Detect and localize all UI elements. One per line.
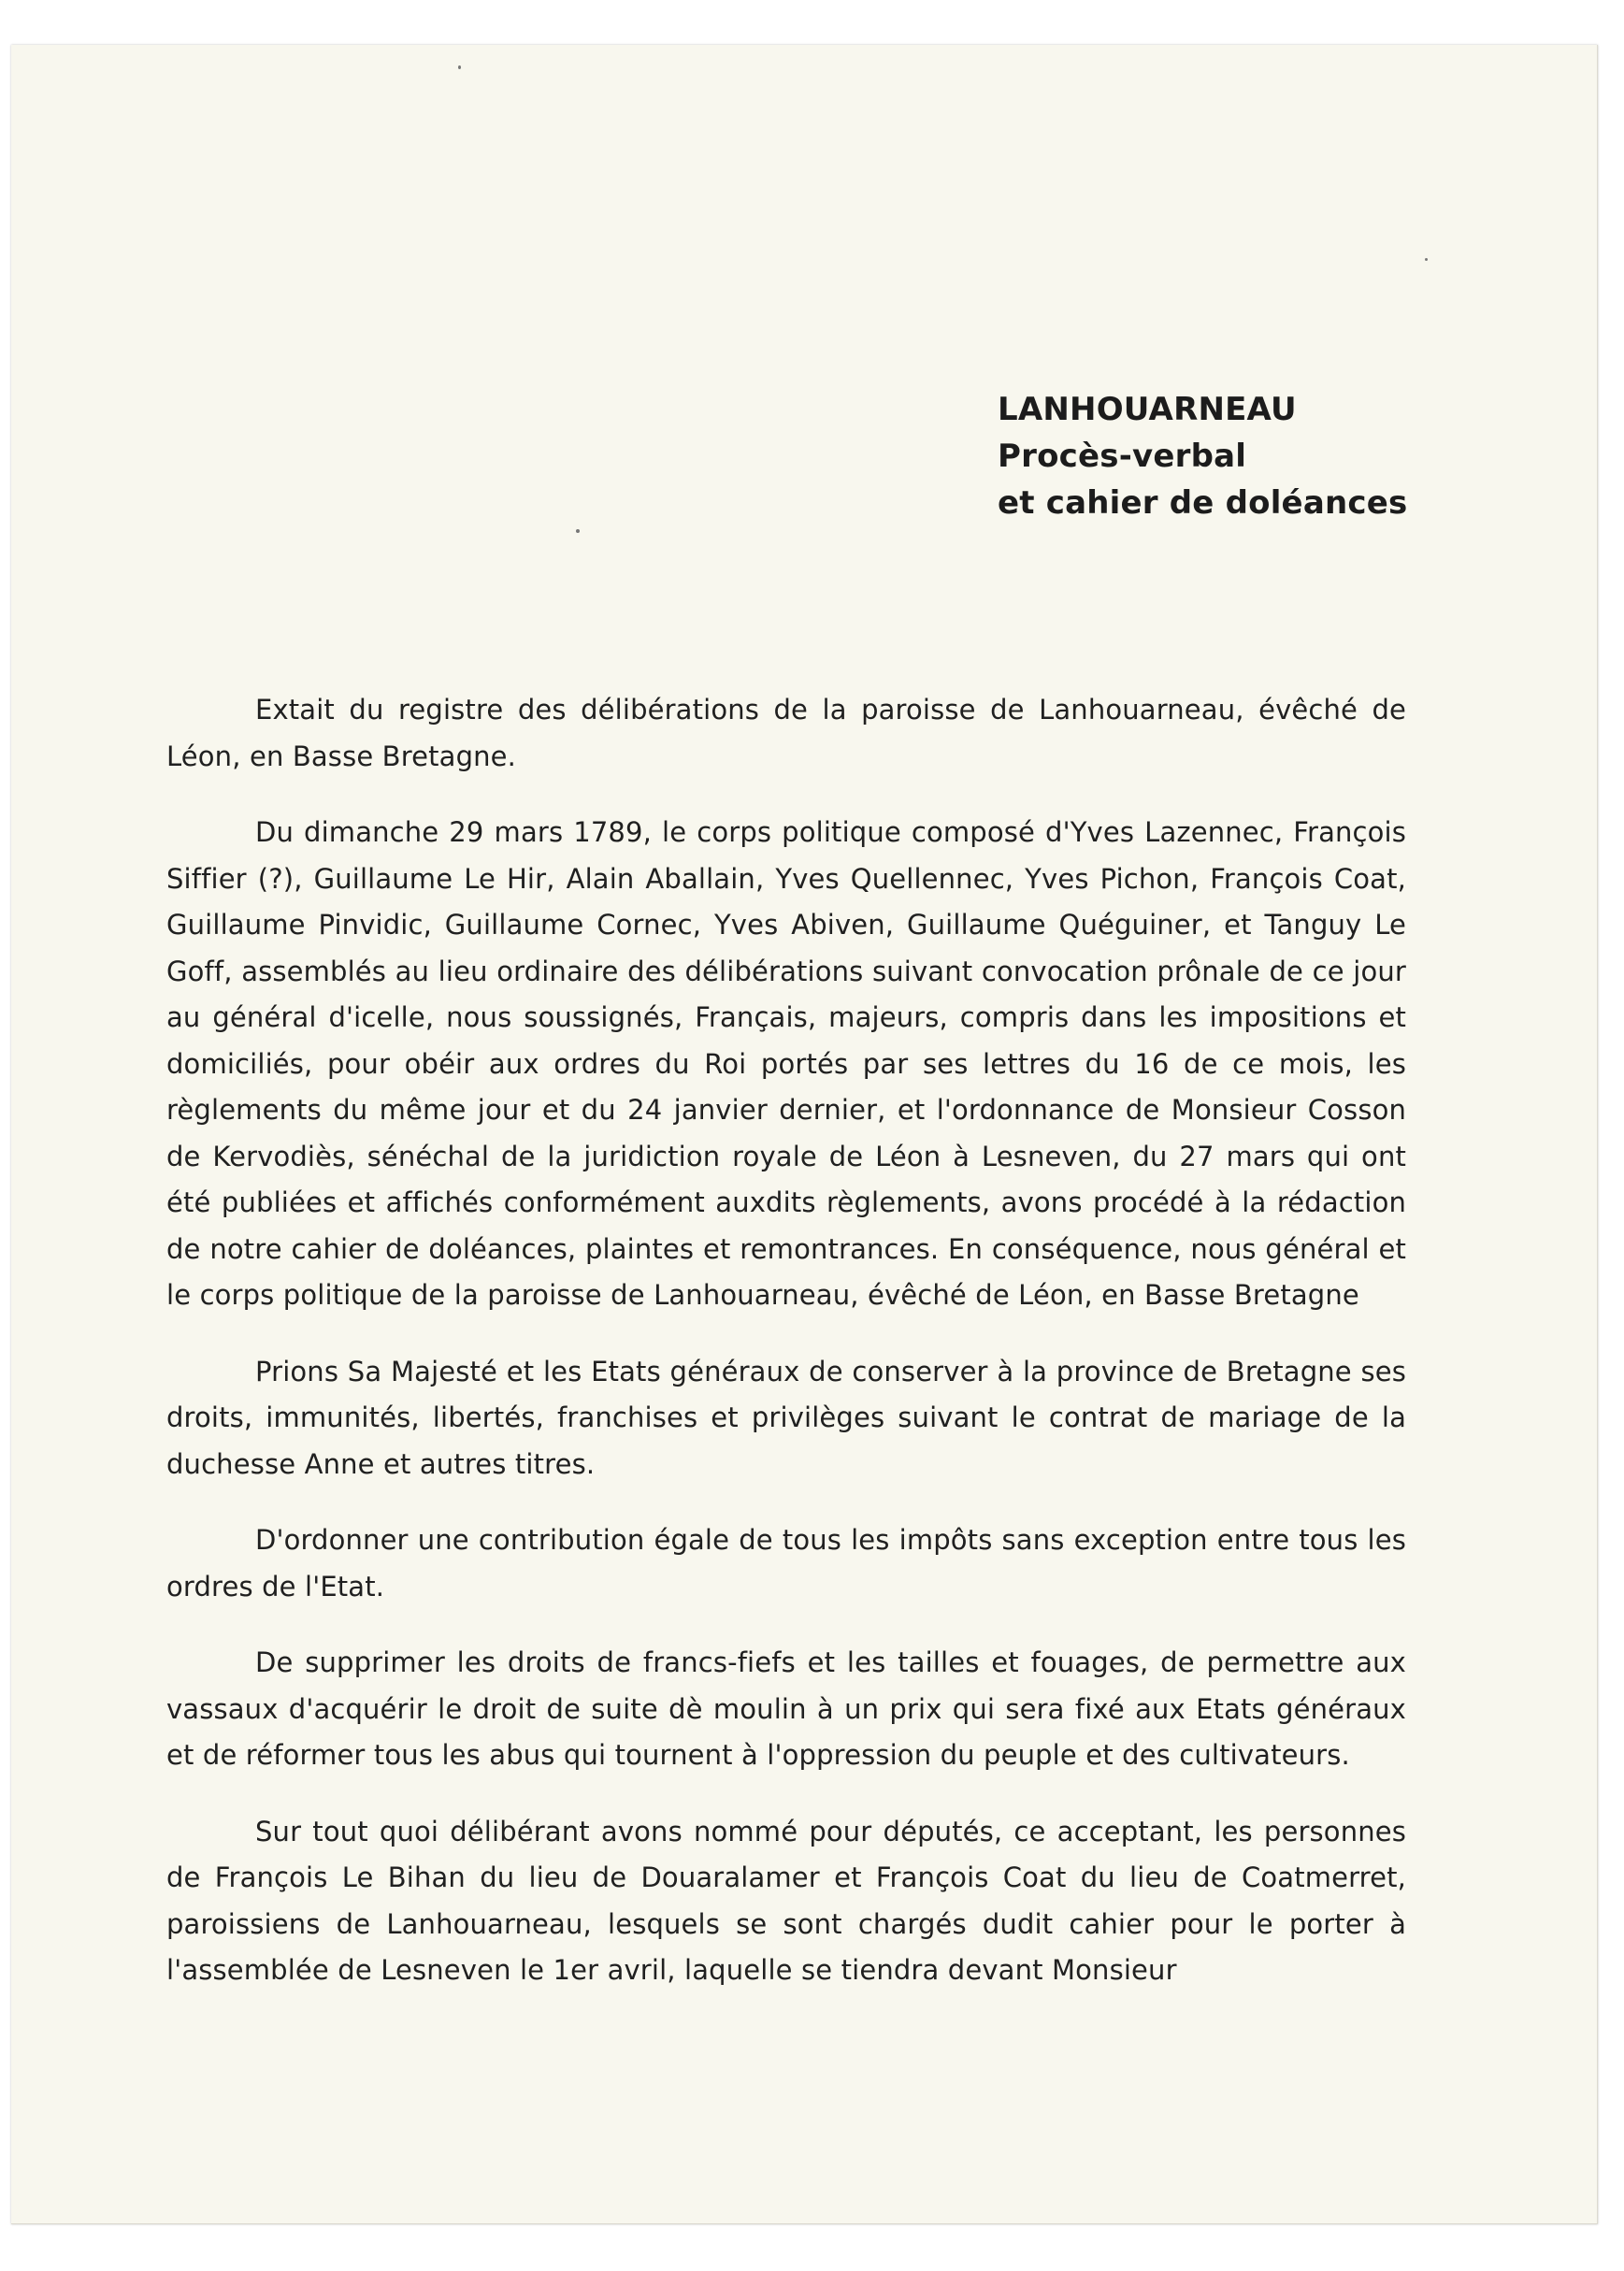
paragraph-request-suppression: De supprimer les droits de francs-fiefs et les tailles et fouages, de permettre aux vassaux d'acquérir le droit de suite dè moulin à un prix qui sera fixé aux Etats généraux et de réformer tous les abus qui tournent à l'oppression du peuple et des cultivateurs. — [166, 1646, 1406, 1771]
paragraph-request-contribution: D'ordonner une contribution égale de tous les impôts sans exception entre tous les ordres de l'Etat. — [166, 1524, 1406, 1603]
paragraph-deputies: Sur tout quoi délibérant avons nommé pour députés, ce acceptant, les personnes de François Le Bihan du lieu de Douaralamer et François Coat du lieu de Coatmerret, paroissiens de Lanhouarneau, lesquels se sont chargés dudit cahier pour le porter à l'assemblée de Lesneven le 1er avril, laquelle se tiendra devant Monsieur — [166, 1815, 1406, 1986]
paragraph-request-privileges: Prions Sa Majesté et les Etats généraux de conserver à la province de Bretagne ses droits, immunités, libertés, franchises et privilèges suivant le contrat de mariage de la duchesse Anne et autres titres. — [166, 1355, 1406, 1480]
paragraph-assembly: Du dimanche 29 mars 1789, le corps politique composé d'Yves Lazennec, François Siffier (?), Guillaume Le Hir, Alain Aballain, Yves Quellennec, Yves Pichon, François Coat, Guillaume Pinvidic, Guillaume Cornec, Yves Abiven, Guillaume Quéguiner, et Tanguy Le Goff, assemblés au lieu ordinaire des délibérations suivant convocation prônale de ce jour au général d'icelle, nous soussignés, Français, majeurs, compris dans les impositions et domiciliés, pour obéir aux ordres du Roi portés par ses lettres du 16 de ce mois, les règlements du même jour et du 24 janvier dernier, et l'ordonnance de Monsieur Cosson de Kervodiès, sénéchal de la juridiction royale de Léon à Lesneven, du 27 mars qui ont été publiées et affichés conformément auxdits règlements, avons procédé à la rédaction de notre cahier de doléances, plaintes et remontrances. En conséquence, nous général et le corps politique de la paroisse de Lanhouarneau, évêché de Léon, en Basse Bretagne — [166, 816, 1406, 1311]
paper-speck — [576, 529, 580, 533]
title-subtitle-2: et cahier de doléances — [998, 484, 1408, 522]
document-body — [166, 687, 1406, 2024]
document-title — [998, 386, 1407, 526]
title-place: LANHOUARNEAU — [998, 391, 1297, 428]
paper-speck — [1425, 258, 1428, 261]
title-subtitle: Procès-verbal — [998, 438, 1247, 475]
paper-speck — [458, 65, 461, 69]
paragraph-extract: Extait du registre des délibérations de la paroisse de Lanhouarneau, évêché de Léon, en Basse Bretagne. — [166, 694, 1406, 772]
